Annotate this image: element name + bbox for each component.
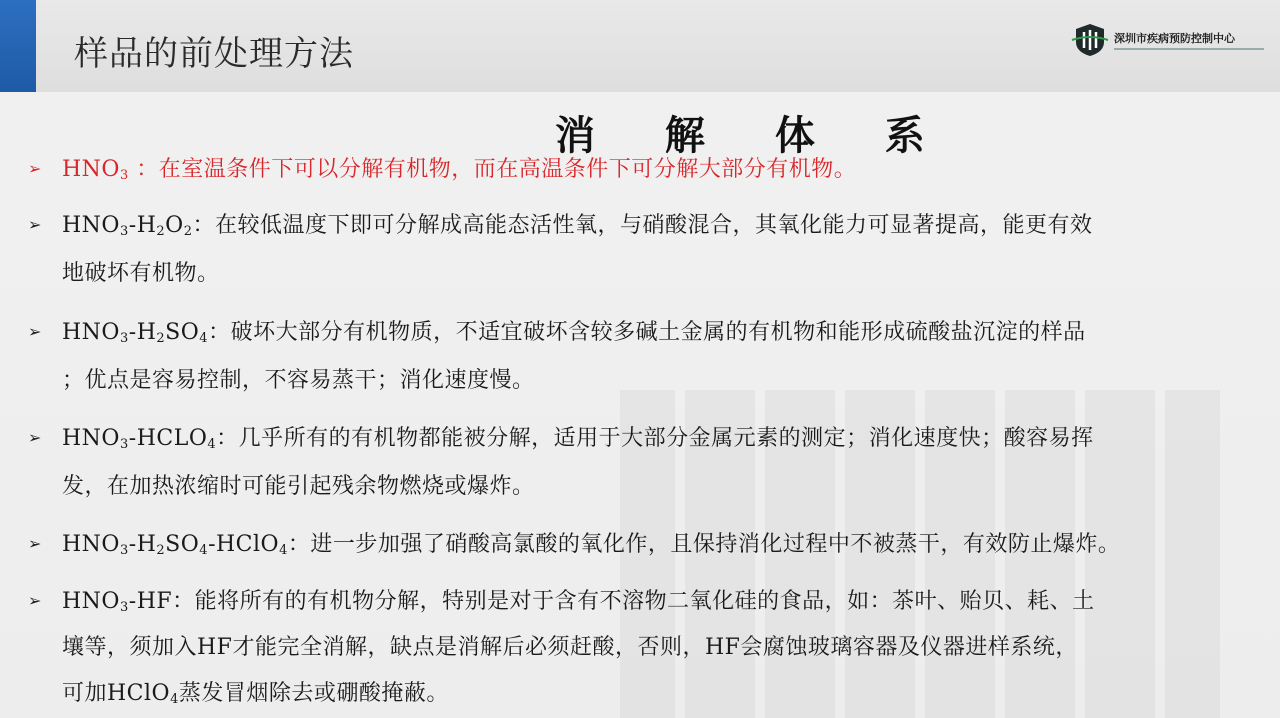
section-heading: 消 解 体 系: [555, 112, 953, 159]
item-text-continued: ；优点是容易控制，不容易蒸干；消化速度慢。: [62, 368, 535, 393]
logo-text: 深圳市疾病预防控制中心: [1114, 32, 1235, 45]
item-text-continued: 发，在加热浓缩时可能引起残余物燃烧或爆炸。: [62, 474, 535, 499]
page-title: 样品的前处理方法: [74, 34, 354, 74]
arrow-bullet-icon: ➢: [28, 322, 42, 341]
arrow-bullet-icon: ➢: [28, 428, 42, 447]
item-text: $HNO_3-HF$：能将所有的有机物分解，特别是对于含有不溶物二氧化硅的食品，如：茶叶、贻贝、耗、土: [62, 589, 1095, 615]
arrow-bullet-icon: ➢: [28, 159, 42, 178]
item-text-continued: 可加HClO$_4$蒸发冒烟除去或硼酸掩蔽。: [62, 681, 449, 707]
item-text: $HNO_3-H_2O_2$：在较低温度下即可分解成高能态活性氧，与硝酸混合，其氧化能力可显著提高，能更有效: [62, 213, 1093, 239]
item-text: $HNO_3-H_2SO_4-HClO_4$：进一步加强了硝酸高氯酸的氧化作，且保持消化过程中不被蒸干，有效防止爆炸。: [62, 532, 1121, 558]
arrow-bullet-icon: ➢: [28, 215, 42, 234]
item-text: $HNO_3-H_2SO_4$：破坏大部分有机物质，不适宜破坏含较多碱土金属的有机物和能形成硫酸盐沉淀的样品: [62, 320, 1086, 346]
arrow-bullet-icon: ➢: [28, 534, 42, 553]
item-text-continued: 壤等，须加入HF才能完全消解，缺点是消解后必须赶酸，否则，HF会腐蚀玻璃容器及仪器进样系统，: [62, 635, 1078, 660]
item-text-continued: 地破坏有机物。: [62, 261, 220, 286]
item-text: $HNO_3-HCLO_4$：几乎所有的有机物都能被分解，适用于大部分金属元素的测定；消化速度快；酸容易挥: [62, 426, 1094, 452]
arrow-bullet-icon: ➢: [28, 591, 42, 610]
item-text: $HNO_3$ ：在室温条件下可以分解有机物，而在高温条件下可分解大部分有机物。: [62, 157, 857, 183]
